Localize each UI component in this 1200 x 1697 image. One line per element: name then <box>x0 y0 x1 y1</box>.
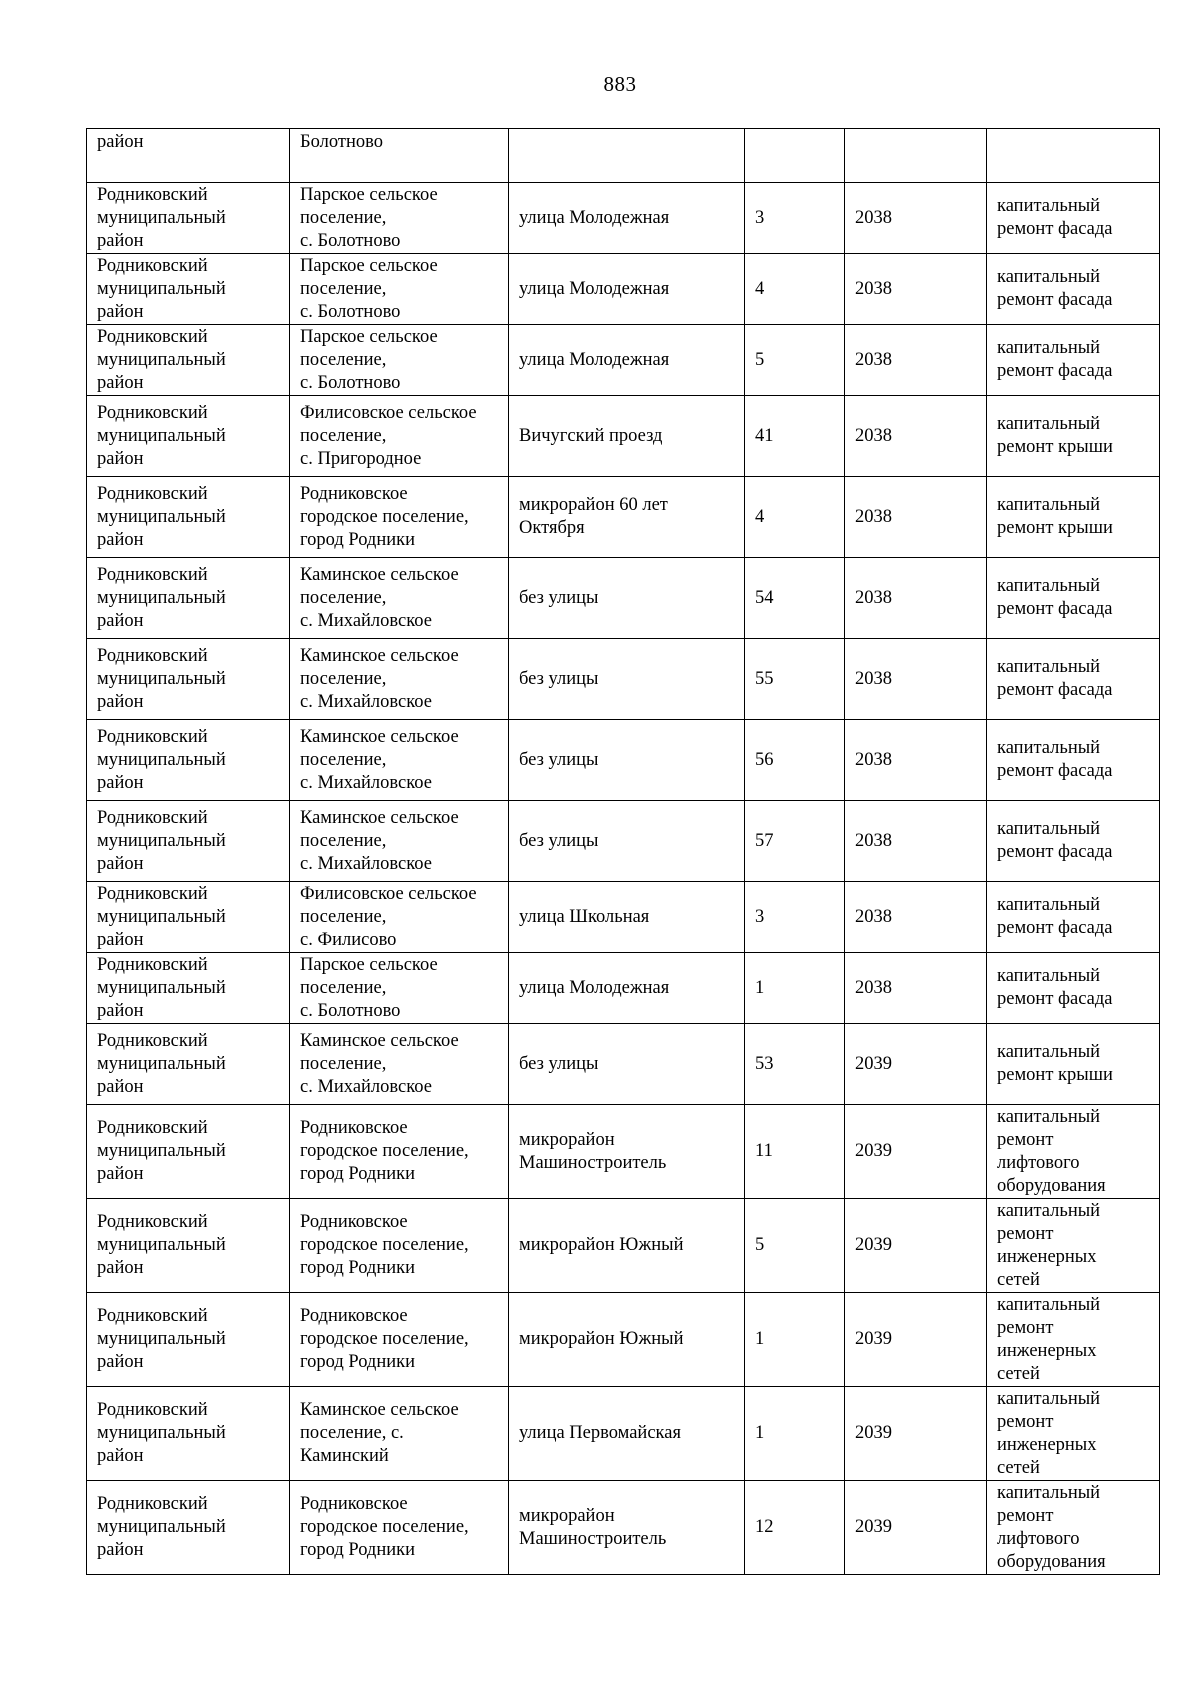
table-row <box>87 254 1160 325</box>
cell-year: 2039 <box>845 1387 987 1481</box>
cell-settlement: Парское сельское поселение, с. Болотново <box>290 183 509 254</box>
cell-house: 12 <box>745 1481 845 1575</box>
cell-district: Родниковский муниципальный район <box>87 254 290 325</box>
cell-street: без улицы <box>509 558 745 639</box>
cell-district: Родниковский муниципальный район <box>87 1024 290 1105</box>
cell-year: 2038 <box>845 558 987 639</box>
cell-work: капитальный ремонт фасада <box>987 720 1160 801</box>
cell-work: капитальный ремонт фасада <box>987 325 1160 396</box>
cell-district: Родниковский муниципальный район <box>87 1199 290 1293</box>
cell-house: 1 <box>745 953 845 1024</box>
cell-work: капитальный ремонт крыши <box>987 1024 1160 1105</box>
cell-work: капитальный ремонт фасада <box>987 639 1160 720</box>
cell-settlement: Каминское сельское поселение, с. Михайловское <box>290 720 509 801</box>
table-row <box>87 1199 1160 1293</box>
cell-settlement: Родниковское городское поселение, город Родники <box>290 1105 509 1199</box>
cell-house: 1 <box>745 1293 845 1387</box>
cell-house: 3 <box>745 882 845 953</box>
cell-district: Родниковский муниципальный район <box>87 183 290 254</box>
cell-district: район <box>87 129 290 183</box>
cell-work: капитальный ремонт фасада <box>987 882 1160 953</box>
cell-street: микрорайон 60 лет Октября <box>509 477 745 558</box>
cell-street: без улицы <box>509 801 745 882</box>
cell-district: Родниковский муниципальный район <box>87 882 290 953</box>
page-number: 883 <box>603 72 637 96</box>
cell-work: капитальный ремонт фасада <box>987 953 1160 1024</box>
cell-district: Родниковский муниципальный район <box>87 396 290 477</box>
cell-street: микрорайон Машиностроитель <box>509 1105 745 1199</box>
cell-year: 2038 <box>845 801 987 882</box>
table-row <box>87 1481 1160 1575</box>
cell-street: улица Молодежная <box>509 325 745 396</box>
table-row <box>87 639 1160 720</box>
table-row-continuation <box>87 129 1160 183</box>
cell-street: микрорайон Машиностроитель <box>509 1481 745 1575</box>
cell-work: капитальный ремонт инженерных сетей <box>987 1199 1160 1293</box>
cell-street: улица Молодежная <box>509 254 745 325</box>
cell-work: капитальный ремонт инженерных сетей <box>987 1293 1160 1387</box>
cell-house: 55 <box>745 639 845 720</box>
cell-house: 4 <box>745 254 845 325</box>
cell-work: капитальный ремонт инженерных сетей <box>987 1387 1160 1481</box>
cell-year: 2038 <box>845 254 987 325</box>
cell-settlement: Родниковское городское поселение, город Родники <box>290 477 509 558</box>
cell-settlement: Каминское сельское поселение, с. Михайловское <box>290 639 509 720</box>
cell-district: Родниковский муниципальный район <box>87 477 290 558</box>
cell-year: 2039 <box>845 1481 987 1575</box>
cell-year: 2038 <box>845 183 987 254</box>
cell-year: 2039 <box>845 1105 987 1199</box>
cell-work: капитальный ремонт крыши <box>987 477 1160 558</box>
cell-work: капитальный ремонт фасада <box>987 254 1160 325</box>
table-row <box>87 183 1160 254</box>
cell-street: улица Молодежная <box>509 183 745 254</box>
cell-house: 57 <box>745 801 845 882</box>
table-row <box>87 477 1160 558</box>
cell-year: 2038 <box>845 720 987 801</box>
cell-street <box>509 129 745 183</box>
cell-work <box>987 129 1160 183</box>
cell-settlement: Каминское сельское поселение, с. Михайловское <box>290 1024 509 1105</box>
cell-street: улица Школьная <box>509 882 745 953</box>
table-body <box>87 129 1160 1575</box>
cell-house: 5 <box>745 325 845 396</box>
cell-year: 2038 <box>845 396 987 477</box>
cell-year: 2038 <box>845 477 987 558</box>
cell-house: 4 <box>745 477 845 558</box>
cell-settlement: Парское сельское поселение, с. Болотново <box>290 254 509 325</box>
cell-settlement: Парское сельское поселение, с. Болотново <box>290 953 509 1024</box>
cell-street: без улицы <box>509 720 745 801</box>
table-row <box>87 558 1160 639</box>
cell-district: Родниковский муниципальный район <box>87 1293 290 1387</box>
cell-street: Вичугский проезд <box>509 396 745 477</box>
repair-schedule-table <box>86 128 1160 1575</box>
cell-year <box>845 129 987 183</box>
cell-district: Родниковский муниципальный район <box>87 639 290 720</box>
cell-settlement: Родниковское городское поселение, город Родники <box>290 1481 509 1575</box>
cell-settlement: Парское сельское поселение, с. Болотново <box>290 325 509 396</box>
cell-work: капитальный ремонт лифтового оборудования <box>987 1105 1160 1199</box>
cell-street: улица Молодежная <box>509 953 745 1024</box>
cell-work: капитальный ремонт фасада <box>987 558 1160 639</box>
table-row <box>87 720 1160 801</box>
cell-settlement: Родниковское городское поселение, город Родники <box>290 1199 509 1293</box>
cell-house: 54 <box>745 558 845 639</box>
cell-district: Родниковский муниципальный район <box>87 1387 290 1481</box>
table-row <box>87 1293 1160 1387</box>
cell-settlement: Родниковское городское поселение, город Родники <box>290 1293 509 1387</box>
cell-house: 1 <box>745 1387 845 1481</box>
cell-district: Родниковский муниципальный район <box>87 558 290 639</box>
table-row <box>87 953 1160 1024</box>
table-row <box>87 882 1160 953</box>
cell-house: 3 <box>745 183 845 254</box>
cell-house: 41 <box>745 396 845 477</box>
cell-work: капитальный ремонт крыши <box>987 396 1160 477</box>
cell-work: капитальный ремонт лифтового оборудования <box>987 1481 1160 1575</box>
cell-district: Родниковский муниципальный район <box>87 801 290 882</box>
table-row <box>87 396 1160 477</box>
table-row <box>87 1105 1160 1199</box>
cell-house: 53 <box>745 1024 845 1105</box>
cell-street: микрорайон Южный <box>509 1293 745 1387</box>
cell-year: 2039 <box>845 1293 987 1387</box>
cell-district: Родниковский муниципальный район <box>87 720 290 801</box>
cell-house: 11 <box>745 1105 845 1199</box>
cell-street: без улицы <box>509 639 745 720</box>
table-row <box>87 801 1160 882</box>
cell-settlement: Филисовское сельское поселение, с. Пригородное <box>290 396 509 477</box>
cell-work: капитальный ремонт фасада <box>987 183 1160 254</box>
cell-year: 2038 <box>845 639 987 720</box>
cell-year: 2038 <box>845 953 987 1024</box>
cell-settlement: Каминское сельское поселение, с. Михайловское <box>290 801 509 882</box>
cell-street: микрорайон Южный <box>509 1199 745 1293</box>
cell-year: 2038 <box>845 882 987 953</box>
table-row <box>87 1387 1160 1481</box>
cell-street: без улицы <box>509 1024 745 1105</box>
cell-house: 56 <box>745 720 845 801</box>
cell-district: Родниковский муниципальный район <box>87 953 290 1024</box>
cell-settlement: Филисовское сельское поселение, с. Филисово <box>290 882 509 953</box>
cell-district: Родниковский муниципальный район <box>87 325 290 396</box>
cell-district: Родниковский муниципальный район <box>87 1105 290 1199</box>
cell-house: 5 <box>745 1199 845 1293</box>
cell-district: Родниковский муниципальный район <box>87 1481 290 1575</box>
cell-settlement: Каминское сельское поселение, с. Каминский <box>290 1387 509 1481</box>
cell-year: 2039 <box>845 1024 987 1105</box>
cell-year: 2039 <box>845 1199 987 1293</box>
cell-settlement: Каминское сельское поселение, с. Михайловское <box>290 558 509 639</box>
cell-work: капитальный ремонт фасада <box>987 801 1160 882</box>
cell-house <box>745 129 845 183</box>
cell-year: 2038 <box>845 325 987 396</box>
cell-street: улица Первомайская <box>509 1387 745 1481</box>
table-row <box>87 1024 1160 1105</box>
table-row <box>87 325 1160 396</box>
cell-settlement: Болотново <box>290 129 509 183</box>
